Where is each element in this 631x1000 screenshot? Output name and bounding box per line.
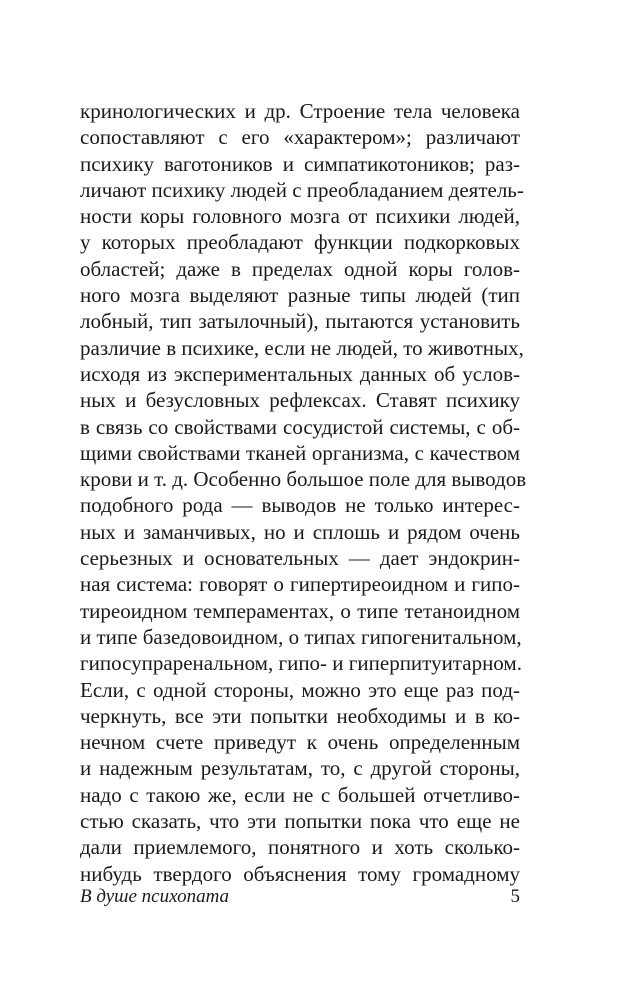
text-line: нечном счете приведут к очень определенным bbox=[80, 730, 520, 755]
text-line: ная система: говорят о гипертиреоидном и гипо- bbox=[80, 572, 520, 597]
text-line: нибудь твердого объяснения тому громадному bbox=[80, 861, 520, 886]
text-line: ного мозга выделяют разные типы людей (тип bbox=[80, 283, 520, 308]
text-line: гипосупраренальном, гипо- и гиперпитуитарном. bbox=[80, 651, 522, 676]
text-line: различие в психике, если не людей, то животных, bbox=[80, 335, 524, 360]
text-line: исходя из экспериментальных данных об услов- bbox=[80, 361, 520, 386]
text-line: и типе базедовоидном, о типах гипогенитальном, bbox=[80, 624, 522, 649]
text-line: щими свойствами тканей организма, с качеством bbox=[80, 440, 520, 465]
text-line: стью сказать, что эти попытки пока что еще не bbox=[80, 809, 520, 834]
text-line: ных и безусловных рефлексах. Ставят психику bbox=[80, 388, 520, 413]
text-line: Если, с одной стороны, можно это еще раз под- bbox=[80, 677, 520, 702]
text-line: кринологических и др. Строение тела человека bbox=[80, 99, 520, 123]
text-line: ных и заманчивых, но и сплошь и рядом очень bbox=[80, 519, 520, 544]
text-line: лобный, тип затылочный), пытаются установить bbox=[80, 309, 520, 334]
text-line: дали приемлемого, понятного и хоть сколько- bbox=[80, 835, 520, 860]
text-line: и надежным результатам, то, с другой стороны, bbox=[80, 756, 520, 781]
page-number: 5 bbox=[510, 886, 520, 907]
page-footer bbox=[80, 884, 520, 910]
text-line: тиреоидном темпераментах, о типе тетаноидном bbox=[80, 598, 520, 623]
text-line: областей; даже в пределах одной коры голов- bbox=[80, 256, 520, 281]
text-line: черкнуть, все эти попытки необходимы и в ко- bbox=[80, 703, 520, 728]
text-line: надо с такою же, если не с большей отчетливо- bbox=[80, 782, 520, 807]
text-line: у которых преобладают функции подкорковых bbox=[80, 230, 520, 255]
text-line: ности коры головного мозга от психики людей, bbox=[80, 204, 520, 229]
running-title: В душе психопата bbox=[80, 886, 230, 907]
text-line: подобного рода — выводов не только интерес- bbox=[80, 493, 520, 518]
text-line: крови и т. д. Особенно большое поле для выводов bbox=[80, 467, 527, 492]
text-line: личают психику людей с преобладанием деятель- bbox=[80, 177, 524, 202]
text-line: сопоставляют с его «характером»; различают bbox=[80, 125, 520, 150]
text-line: психику ваготоников и симпатикотоников; раз- bbox=[80, 151, 520, 176]
text-line: серьезных и основательных — дает эндокрин- bbox=[80, 546, 520, 571]
text-line: в связь со свойствами сосудистой системы, с об- bbox=[80, 414, 520, 439]
body-text bbox=[80, 98, 527, 887]
